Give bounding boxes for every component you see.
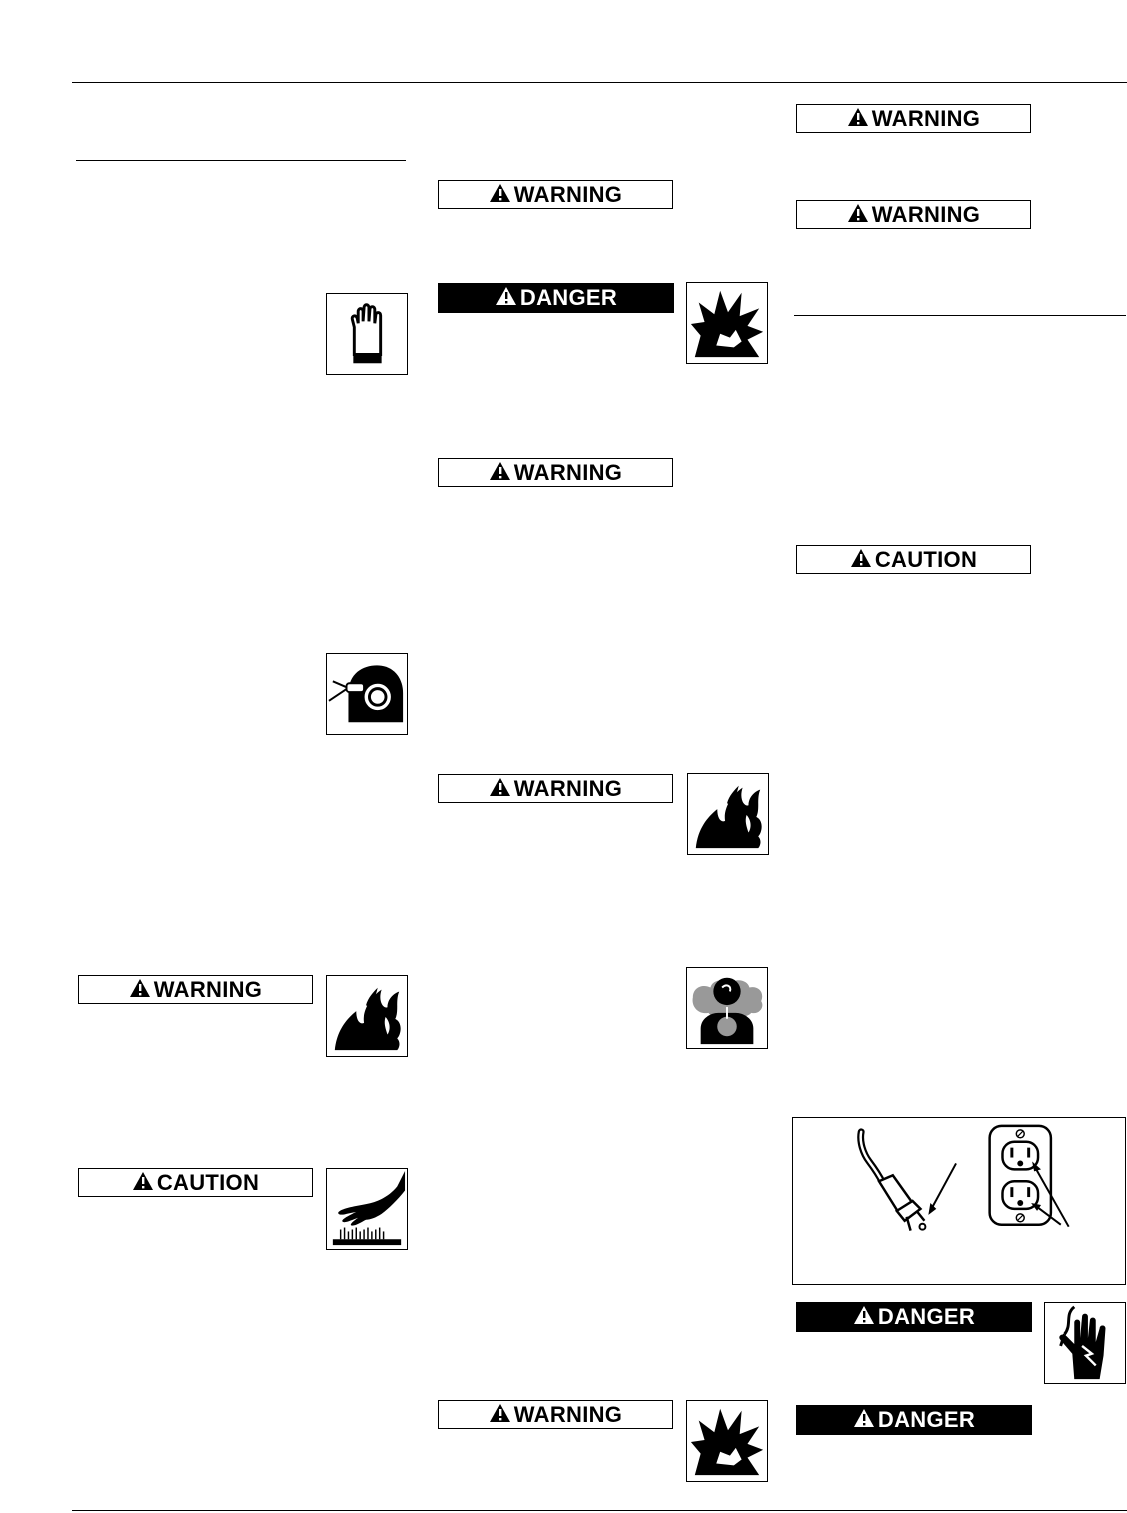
header-rule [72,82,1127,83]
warning-label [438,458,673,487]
warning-label-text: WARNING [871,201,981,227]
warning-label-text: WARNING [513,1401,623,1427]
danger-label-text: DANGER [519,285,618,310]
warning-label [796,200,1031,229]
warning-label-text: WARNING [513,459,623,485]
fire-icon [326,975,408,1057]
warning-triangle-icon [489,1403,511,1427]
warning-triangle-icon [489,183,511,207]
explosion-icon [686,282,768,364]
warning-triangle-icon [132,1171,154,1195]
caution-label-text: CAUTION [874,546,978,572]
fire-icon [687,773,769,855]
toxic-fumes-icon [686,967,768,1049]
warning-label-text: WARNING [871,105,981,131]
footer-rule [72,1510,1127,1511]
grounded-plug-outlet-icon [792,1117,1126,1285]
warning-label [438,180,673,209]
caution-label-text: CAUTION [156,1169,260,1195]
warning-triangle-icon [495,286,517,310]
warning-triangle-icon [853,1408,875,1432]
left-section-rule [76,160,406,161]
warning-label-text: WARNING [513,775,623,801]
caution-label [78,1168,313,1197]
caution-label [796,545,1031,574]
warning-triangle-icon [129,978,151,1002]
warning-triangle-icon [847,203,869,227]
electric-shock-icon [1044,1302,1126,1384]
warning-label [438,774,673,803]
warning-triangle-icon [853,1305,875,1329]
warning-triangle-icon [847,107,869,131]
warning-triangle-icon [850,548,872,572]
danger-label [438,283,674,313]
danger-label-text: DANGER [877,1304,976,1329]
warning-triangle-icon [489,461,511,485]
right-section-rule [794,315,1126,316]
danger-label [796,1405,1032,1435]
warning-label-text: WARNING [513,181,623,207]
danger-label-text: DANGER [877,1407,976,1432]
warning-label-text: WARNING [153,976,263,1002]
ear-eye-protection-icon [326,653,408,735]
warning-label [438,1400,673,1429]
explosion-icon [686,1400,768,1482]
hot-surface-icon [326,1168,408,1250]
warning-triangle-icon [489,777,511,801]
warning-label [796,104,1031,133]
warning-label [78,975,313,1004]
glove-icon [326,293,408,375]
danger-label [796,1302,1032,1332]
